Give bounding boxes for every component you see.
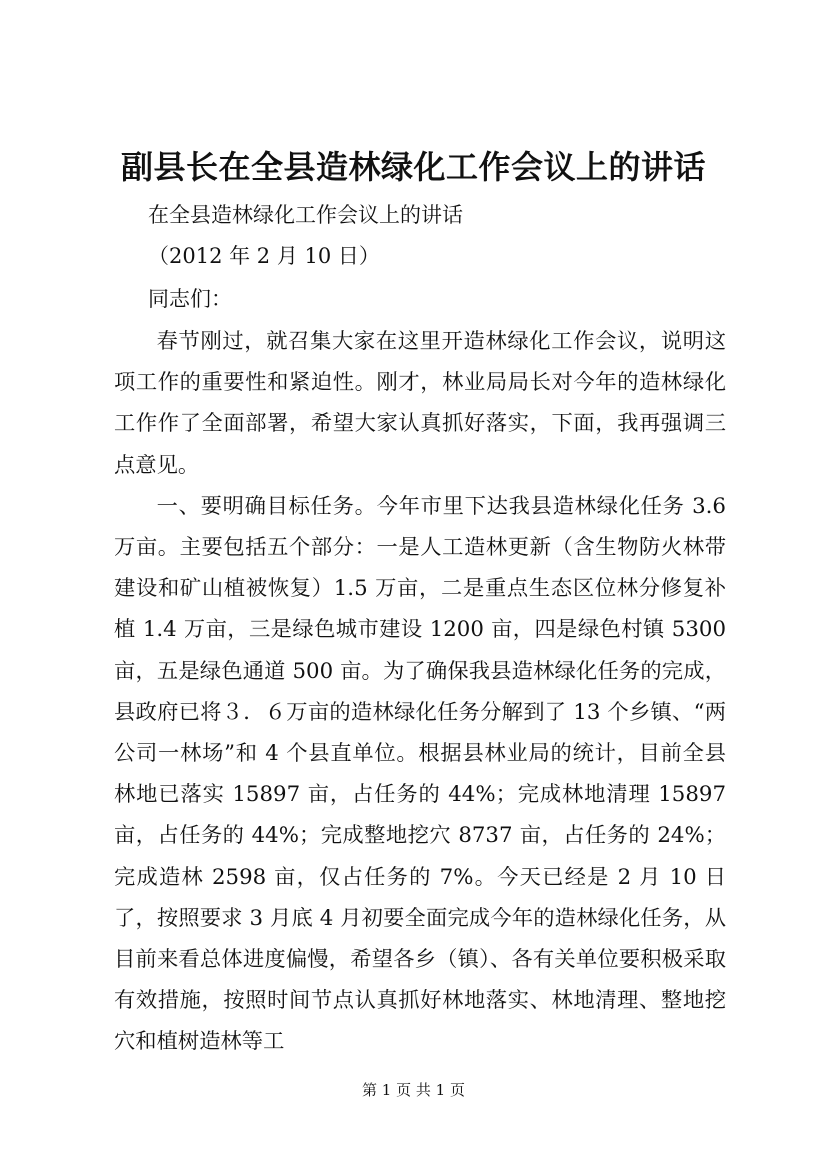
- speech-subtitle: 在全县造林绿化工作会议上的讲话: [148, 203, 463, 227]
- paragraph-targets: 一、要明确目标任务。今年市里下达我县造林绿化任务 3.6 万亩。主要包括五个部分：一是人工造林更新（含生物防火林带建设和矿山植被恢复）1.5 万亩，二是重点生态区位林分修复补植 1.4 万亩，三是绿色城市建设 1200 亩，四是绿色村镇 5300 亩，五是绿色通道 500 亩。为了确保我县造林绿化任务的完成，县政府已将３．６万亩的造林绿化任务分解到了 13 个乡镇、“两公司一林场”和 4 个县直单位。根据县林业局的统计，目前全县林地已落实 15897 亩，占任务的 44%；完成林地清理 15897 亩，占任务的 44%；完成整地挖穴 8737 亩，占任务的 24%；完成造林 2598 亩，仅占任务的 7%。今天已经是 2 月 10 日了，按照要求 3 月底 4 月初要全面完成今年的造林绿化任务，从目前来看总体进度偏慢，希望各乡（镇）、各有关单位要积极采取有效措施，按照时间节点认真抓好林地落实、林地清理、整地挖穴和植树造林等工: [114, 493, 726, 1055]
- document-title: 副县长在全县造林绿化工作会议上的讲话: [120, 148, 706, 186]
- paragraph-intro: 春节刚过，就召集大家在这里开造林绿化工作会议，说明这项工作的重要性和紧迫性。刚才，林业局局长对今年的造林绿化工作作了全面部署，希望大家认真抓好落实，下面，我再强调三点意见。: [114, 329, 726, 478]
- page-number: 第 1 页 共 1 页: [362, 1081, 465, 1099]
- speech-date: （2012 年 2 月 10 日）: [148, 244, 380, 268]
- speech-body: [114, 321, 726, 1063]
- greeting: 同志们：: [148, 287, 232, 311]
